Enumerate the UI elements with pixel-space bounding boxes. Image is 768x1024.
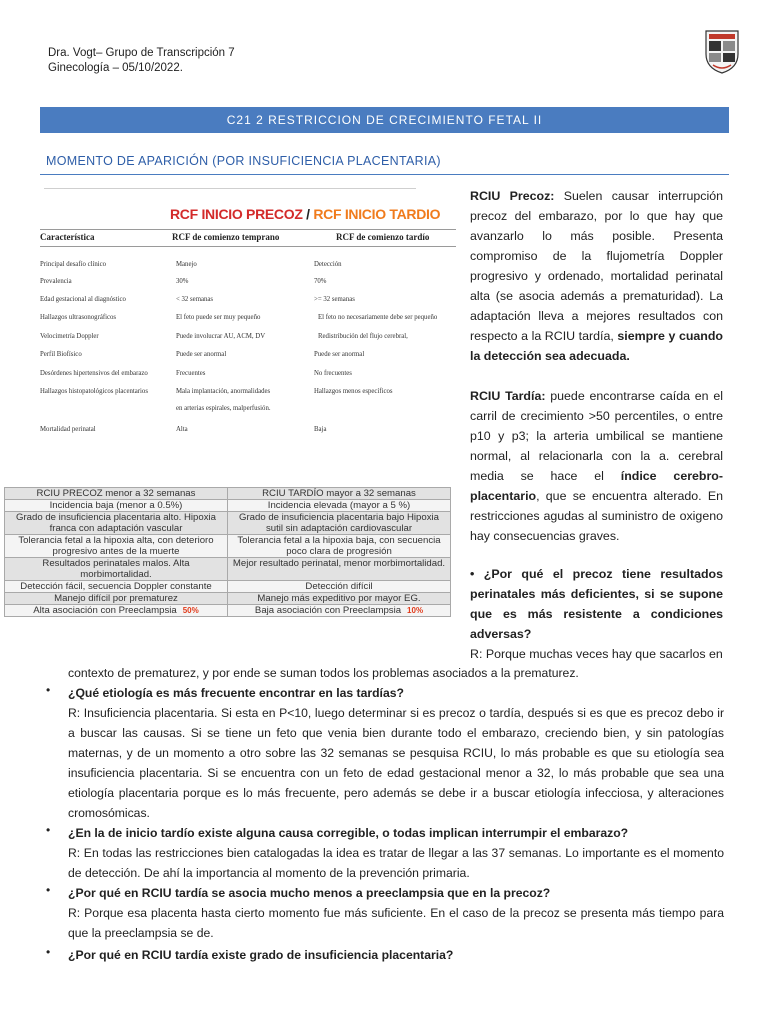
section-heading — [40, 152, 729, 175]
table-cell: Puede involucrar AU, ACM, DV — [176, 333, 266, 340]
table-cell — [5, 593, 228, 605]
header-author-line: Dra. Vogt– Grupo de Transcripción 7 — [48, 47, 235, 59]
table-cell: Desórdenes hipertensivos del embarazo — [40, 370, 148, 377]
bullet-icon: • — [46, 823, 51, 837]
bullet-icon: • — [46, 883, 51, 897]
column-header-early: RCF de comienzo temprano — [172, 232, 280, 242]
bullet-icon: • — [46, 683, 51, 697]
paragraph-rciu-precoz-text: Suelen causar interrupción precoz del embarazo, por lo que hay que avanzarlo lo más posible. Presenta compromiso de la flujometría Doppler progresivo y ordenado, mortalidad perinatal alta (se asocia además a prematuridad). La adaptación lleva a mejores resultados con respecto a la RCIU tardía, — [470, 189, 723, 343]
question-3-text: ¿En la de inicio tardío existe alguna causa corregible, o todas implican interrumpir el embarazo? — [68, 826, 629, 840]
table-cell — [228, 500, 451, 512]
paragraph-rciu-tardia-text-a: puede encontrarse caída en el carril de crecimiento >50 percentiles, o entre p10 y p3; la arteria umbilical se mantiene normal, al relacionarla con la a. cerebral media se hace el — [470, 389, 723, 483]
table-cell-text: RCIU TARDÍO mayor a 32 semanas — [262, 488, 416, 499]
table-cell: Edad gestacional al diagnóstico — [40, 296, 126, 303]
table-cell — [228, 593, 451, 605]
question-4-text: ¿Por qué en RCIU tardía se asocia mucho menos a preeclampsia que en la precoz? — [68, 886, 551, 900]
paragraph-rciu-tardia-text-b: , que se encuentra alterado. En restricciones agudas al suministro de oxigeno hay consecuencias graves. — [470, 489, 723, 543]
paragraph-rciu-precoz-emphasis: siempre y cuando la detección sea adecuada. — [470, 329, 724, 363]
table-row — [5, 605, 451, 617]
table-cell: en arterias espirales, malperfusión. — [176, 405, 271, 412]
table-cell-text: Grado de insuficiencia placentaria bajo Hipoxia sutil sin adaptación cardiovascular — [239, 512, 439, 534]
question-2-text: ¿Qué etiología es más frecuente encontrar en las tardías? — [68, 686, 404, 700]
chapter-title-bar — [40, 107, 729, 133]
table-row — [5, 535, 451, 558]
term-indice-cerebro-placentario: índice cerebro-placentario — [470, 469, 724, 503]
table-cell: Perfil Biofísico — [40, 351, 82, 358]
table-cell — [5, 581, 228, 593]
table-cell: No frecuentes — [314, 370, 352, 377]
table-cell — [5, 512, 228, 535]
table-cell-text: Incidencia elevada (mayor a 5 %) — [267, 500, 411, 511]
preeclampsia-percent-left: 50% — [182, 606, 199, 615]
question-precoz-resultados — [470, 564, 723, 664]
table-cell-text: Manejo más expeditivo por mayor EG. — [257, 593, 421, 604]
paragraph-rciu-tardia — [470, 386, 723, 546]
table-cell — [5, 488, 228, 500]
comparison-table-precoz-tardio — [40, 186, 456, 442]
answer-1-continuation: contexto de prematurez, y por ende se suman todos los problemas asociados a la prematurez. — [68, 666, 579, 680]
table-cell: Principal desafío clínico — [40, 261, 107, 268]
table-cell — [5, 535, 228, 558]
table-cell: 30% — [176, 278, 189, 285]
summary-table-precoz-tardio — [4, 487, 451, 617]
chapter-title: C21 2 RESTRICCION DE CRECIMIENTO FETAL II — [226, 113, 543, 127]
table-cell: 70% — [314, 278, 327, 285]
table-cell: El feto puede ser muy pequeño — [176, 314, 261, 321]
answer-2-text: R: Insuficiencia placentaria. Si esta en P<10, luego determinar si es precoz o tardía, después si es que es precoz debo ir a buscar las causas. Si se tiene un feto que venia bien durante todo el embarazo, creciendo bien, y sin patologías maternas, y de un momento a otro sobre las 32 semanas se pesquisa RCIU, lo más probable es que su etiología sea insuficiencia placentaria. Si se encuentra con un feto de edad gestacional menor a 32, lo más probable que sea una etiología placentaria porque es lo más frecuente, pero además se debe ir a buscar etiología infecciosa, y alteraciones cromosómicas. — [68, 706, 724, 820]
table-cell: Hallazgos ultrasonográficos — [40, 314, 117, 321]
question-1-text: • ¿Por qué el precoz tiene resultados perinatales más deficientes, si se supone que es más resistente a condiciones adversas? — [470, 567, 723, 641]
table-cell: Hallazgos histopatológicos placentarios — [40, 388, 148, 395]
table-cell: Velocimetría Doppler — [40, 333, 99, 340]
header-course-date-line: Ginecología – 05/10/2022. — [48, 62, 183, 74]
table-cell-text: Manejo difícil por prematurez — [54, 593, 178, 604]
table-cell: Baja — [314, 426, 327, 433]
table-cell: Mala implantación, anormalidades — [176, 388, 271, 395]
table-cell-text: Grado de insuficiencia placentaria alto. Hipoxia franca con adaptación vascular — [16, 512, 216, 534]
answer-4-text: R: Porque esa placenta hasta cierto momento fue más suficiente. En el caso de la precoz se presenta más tiempo para que la preeclampsia se de. — [68, 906, 724, 940]
table-cell: Hallazgos menos específicos — [314, 388, 393, 395]
table-top-divider — [44, 188, 416, 189]
table-cell: El feto no necesariamente debe ser pequeño — [318, 314, 438, 321]
term-rciu-precoz: RCIU Precoz: — [470, 189, 555, 203]
table-cell: Alta — [176, 426, 188, 433]
answer-3-text: R: En todas las restricciones bien catalogadas la idea es tratar de llegar a las 37 semanas. Lo importante es el momento de detección. De ahí la importancia al momento de la prevención primaria. — [68, 846, 724, 880]
table-cell — [228, 512, 451, 535]
table-cell: Detección — [314, 261, 342, 268]
table-cell-text: Tolerancia fetal a la hipoxia baja, con secuencia poco clara de progresión — [237, 535, 441, 557]
table-row — [5, 581, 451, 593]
table-cell — [228, 535, 451, 558]
table-row — [5, 512, 451, 535]
table-cell: < 32 semanas — [176, 296, 214, 303]
table-cell: Prevalencia — [40, 278, 72, 285]
table-row — [5, 558, 451, 581]
column-header-characteristic: Característica — [40, 232, 95, 242]
table-cell-text: Incidencia baja (menor a 0.5%) — [49, 500, 183, 511]
table-cell: Manejo — [176, 261, 197, 268]
table-cell — [5, 500, 228, 512]
table-cell-text: Tolerancia fetal a la hipoxia alta, con deterioro progresivo antes de la muerte — [18, 535, 214, 557]
table-cell-text: Detección difícil — [305, 581, 373, 592]
section-heading-text: MOMENTO DE APARICIÓN (POR INSUFICIENCIA PLACENTARIA) — [46, 154, 441, 168]
table-title-precoz: RCF INICIO PRECOZ — [170, 206, 303, 222]
document-header — [48, 46, 235, 76]
table-row — [5, 593, 451, 605]
column-header-late: RCF de comienzo tardío — [336, 232, 430, 242]
table-cell: >= 32 semanas — [314, 296, 355, 303]
bullet-icon: • — [46, 945, 51, 959]
table-cell-text: Baja asociación con Preeclampsia — [254, 605, 402, 616]
table-header-top-rule — [40, 229, 456, 230]
table-cell-text: RCIU PRECOZ menor a 32 semanas — [36, 488, 196, 499]
table-cell: Redistribución del flujo cerebral, — [318, 333, 408, 340]
preeclampsia-percent-right: 10% — [407, 606, 424, 615]
table-title-tardio: RCF INICIO TARDIO — [313, 206, 441, 222]
table-cell-text: Resultados perinatales malos. Alta morbimortalidad. — [42, 558, 190, 580]
table-cell — [228, 488, 451, 500]
table-row — [5, 500, 451, 512]
question-5-text: ¿Por qué en RCIU tardía existe grado de insuficiencia placentaria? — [68, 948, 454, 962]
table-title-separator: / — [302, 206, 314, 222]
table-cell — [228, 605, 451, 617]
table-cell: Frecuentes — [176, 370, 206, 377]
table-cell — [228, 581, 451, 593]
table-row — [5, 488, 451, 500]
term-rciu-tardia: RCIU Tardía: — [470, 389, 546, 403]
table-cell-text: Alta asociación con Preeclampsia — [33, 605, 177, 616]
table-cell — [5, 558, 228, 581]
table-header-bottom-rule — [40, 246, 456, 247]
table-cell: Mortalidad perinatal — [40, 426, 96, 433]
table-cell-text: Mejor resultado perinatal, menor morbimortalidad. — [232, 558, 446, 569]
paragraph-rciu-precoz — [470, 186, 723, 366]
table-cell — [228, 558, 451, 581]
table-cell: Puede ser anormal — [314, 351, 365, 358]
table-title — [170, 206, 440, 222]
answer-1-start: R: Porque muchas veces hay que sacarlos en — [470, 647, 723, 661]
university-crest-icon — [704, 28, 740, 74]
table-cell — [5, 605, 228, 617]
table-cell-text: Detección fácil, secuencia Doppler constante — [20, 581, 212, 592]
table-cell: Puede ser anormal — [176, 351, 227, 358]
